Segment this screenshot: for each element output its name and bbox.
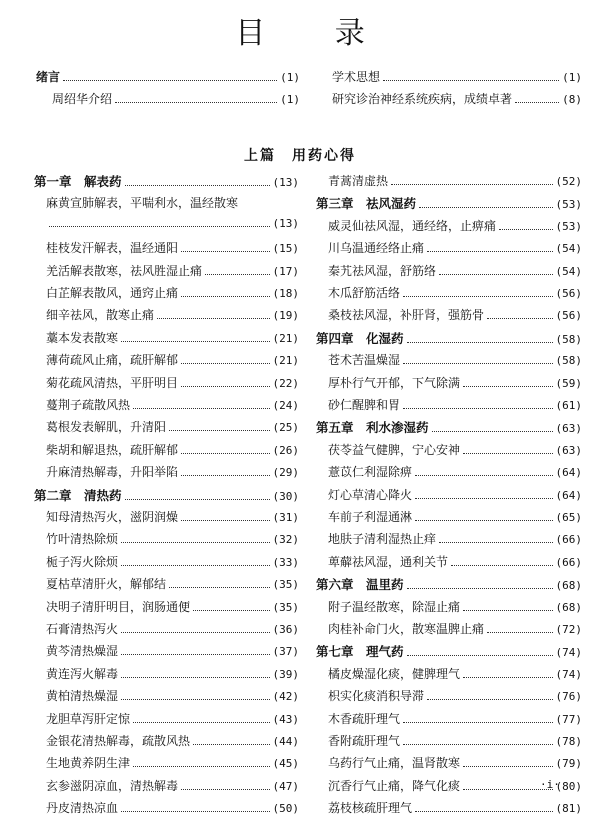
toc-entry[interactable] [46, 553, 299, 575]
toc-entry-title: 金银花清热解毒，疏散风热 [46, 734, 191, 748]
page-title: 目 录 [235, 16, 395, 51]
dot-leader [121, 802, 269, 812]
toc-entry-title: 黄柏清热燥湿 [46, 689, 119, 704]
toc-entry-page: (63) [555, 422, 582, 436]
toc-entry[interactable] [328, 217, 582, 239]
toc-entry[interactable] [328, 799, 582, 821]
toc-entry[interactable] [46, 710, 299, 732]
toc-entry[interactable] [328, 374, 582, 396]
dot-leader [391, 175, 552, 185]
toc-chapter-entry[interactable] [316, 575, 582, 597]
toc-entry-title: 肉桂补命门火，散寒温脾止痛 [328, 622, 485, 636]
dot-leader [403, 399, 552, 409]
toc-chapter-entry[interactable] [316, 418, 582, 440]
toc-entry[interactable] [46, 687, 299, 709]
dot-leader [121, 332, 269, 342]
page-number: ·i· [540, 778, 560, 791]
toc-entry-page: (13) [272, 216, 299, 230]
toc-entry-page: (56) [555, 309, 582, 323]
dot-leader [415, 466, 552, 476]
toc-entry-page: (58) [555, 332, 582, 346]
toc-entry[interactable] [36, 68, 300, 90]
toc-entry-title: 枳实化痰消积导滞 [328, 689, 425, 704]
toc-entry-title: 蔓荆子疏散风热 [46, 398, 131, 412]
toc-entry-title: 桂枝发汗解表，温经通阳 [46, 241, 179, 256]
toc-entry[interactable] [46, 351, 299, 373]
toc-entry-title: 决明子清肝明目，润肠通便 [46, 599, 191, 614]
toc-entry-title: 生地黄养阴生津 [46, 756, 131, 771]
dot-leader [463, 444, 552, 454]
toc-entry-page: (65) [555, 511, 582, 524]
dot-leader [133, 399, 269, 409]
toc-entry-page: (66) [555, 555, 582, 569]
dot-leader [193, 601, 269, 611]
toc-entry-page: (52) [555, 175, 582, 188]
toc-entry-title: 荔枝核疏肝理气 [328, 801, 413, 816]
toc-entry[interactable] [46, 239, 299, 261]
dot-leader [463, 377, 552, 387]
toc-entry-page: (63) [555, 443, 582, 457]
toc-entry-title: 夏枯草清肝火，解郁结 [46, 577, 167, 592]
toc-entry-page: (22) [272, 376, 299, 390]
dot-leader [403, 735, 552, 745]
toc-entry-page: (54) [555, 264, 582, 278]
toc-entry[interactable] [328, 262, 582, 284]
dot-leader [487, 623, 552, 633]
dot-leader [181, 354, 269, 364]
toc-entry-page: (78) [555, 735, 582, 748]
toc-entry-page: (1) [562, 71, 582, 84]
dot-leader [415, 511, 552, 521]
toc-entry[interactable] [328, 172, 582, 194]
toc-entry-title: 沉香行气止痛，降气化痰 [328, 778, 461, 793]
dot-leader [125, 490, 270, 500]
toc-chapter-entry[interactable] [316, 194, 582, 216]
toc-entry[interactable] [328, 687, 582, 709]
toc-chapter-entry[interactable] [34, 486, 299, 508]
toc-entry-title: 玄参滋阴凉血，清热解毒 [46, 778, 179, 793]
dot-leader [125, 176, 270, 186]
toc-entry-page: (74) [555, 667, 582, 681]
toc-entry-title: 茯苓益气健脾，宁心安神 [328, 442, 461, 457]
dot-leader [133, 713, 269, 723]
dot-leader [63, 71, 277, 81]
dot-leader [463, 757, 552, 767]
toc-entry-title: 橘皮燥湿化痰，健脾理气 [328, 666, 461, 681]
toc-entry-title: 学术思想 [332, 70, 381, 84]
toc-entry-page: (15) [272, 242, 299, 256]
toc-entry[interactable] [46, 329, 299, 351]
toc-entry-title: 知母清热泻火，滋阴润燥 [46, 510, 179, 524]
toc-chapter-entry[interactable] [316, 329, 582, 351]
toc-entry-page: (42) [272, 690, 299, 704]
toc-entry[interactable] [328, 530, 582, 552]
dot-leader [383, 71, 559, 81]
toc-entry-title: 第六章 温里药 [316, 577, 404, 593]
dot-leader [181, 511, 269, 521]
toc-entry-title: 栀子泻火除烦 [46, 554, 119, 569]
toc-entry-page: (66) [555, 533, 582, 547]
toc-entry-page: (47) [272, 779, 299, 793]
toc-entry-page: (45) [272, 757, 299, 771]
toc-entry[interactable] [328, 441, 582, 463]
toc-entry-page: (72) [555, 623, 582, 636]
dot-leader [121, 556, 269, 566]
toc-entry[interactable] [46, 217, 299, 239]
toc-entry-page: (76) [555, 690, 582, 704]
toc-entry-title: 第二章 清热药 [34, 487, 122, 503]
dot-leader [432, 422, 553, 432]
dot-leader [115, 93, 277, 103]
toc-entry[interactable] [46, 284, 299, 306]
toc-entry-page: (68) [555, 600, 582, 614]
toc-entry-page: (44) [272, 735, 299, 748]
toc-entry[interactable] [328, 710, 582, 732]
toc-entry-page: (74) [555, 646, 582, 660]
toc-entry-page: (8) [562, 93, 582, 106]
toc-entry-title: 研究诊治神经系统疾病，成绩卓著 [332, 92, 513, 106]
toc-entry-page: (79) [555, 757, 582, 771]
toc-entry[interactable] [46, 575, 299, 597]
toc-entry[interactable] [328, 665, 582, 687]
dot-leader [181, 242, 269, 252]
dot-leader [157, 309, 269, 319]
toc-entry-page: (80) [555, 779, 582, 793]
dot-leader [515, 93, 559, 103]
dot-leader [49, 217, 270, 227]
toc-entry[interactable] [46, 642, 299, 664]
toc-entry-title: 葛根发表解肌，升清阳 [46, 420, 167, 435]
toc-entry-title: 威灵仙祛风湿，通经络，止痹痛 [328, 218, 497, 233]
toc-entry-page: (29) [272, 466, 299, 480]
toc-entry-page: (54) [555, 242, 582, 256]
toc-entry[interactable] [328, 553, 582, 575]
dot-leader [403, 287, 552, 297]
toc-entry-title: 柴胡和解退热，疏肝解郁 [46, 442, 179, 457]
toc-entry-page: (18) [272, 287, 299, 300]
toc-entry-title: 麻黄宣肺解表，平喘利水，温经散寒 [46, 196, 239, 211]
toc-entry-title: 苍术苦温燥湿 [328, 353, 401, 368]
toc-entry[interactable] [52, 90, 300, 112]
toc-entry-page: (39) [272, 667, 299, 681]
toc-entry-title: 秦艽祛风湿，舒筋络 [328, 263, 437, 278]
toc-entry[interactable] [46, 799, 299, 821]
toc-entry[interactable] [46, 418, 299, 440]
dot-leader [181, 377, 269, 387]
toc-entry[interactable] [46, 598, 299, 620]
toc-entry-title: 石膏清热泻火 [46, 622, 119, 636]
section-title: 上篇 用药心得 [244, 148, 356, 164]
toc-entry-title: 竹叶清热除烦 [46, 532, 119, 547]
toc-entry-title: 薏苡仁利湿除痹 [328, 465, 413, 480]
toc-entry-page: (19) [272, 309, 299, 323]
toc-entry-title: 白芷解表散风，通窍止痛 [46, 286, 179, 300]
toc-entry-title: 黄芩清热燥湿 [46, 644, 119, 659]
toc-entry-page: (33) [272, 555, 299, 569]
toc-entry-title: 萆薢祛风湿，通利关节 [328, 554, 449, 569]
toc-entry[interactable] [328, 598, 582, 620]
toc-entry-title: 周绍华介绍 [52, 92, 113, 106]
toc-entry-title: 黄连泻火解毒 [46, 666, 119, 681]
toc-entry-title: 灯心草清心降火 [328, 487, 413, 502]
toc-entry[interactable] [46, 463, 299, 485]
toc-entry-page: (13) [272, 176, 299, 189]
toc-entry[interactable] [46, 441, 299, 463]
toc-chapter-entry[interactable] [316, 642, 582, 664]
dot-leader [169, 421, 269, 431]
toc-entry[interactable] [328, 396, 582, 418]
dot-leader [407, 646, 553, 656]
toc-entry-page: (17) [272, 264, 299, 278]
dot-leader [407, 579, 553, 589]
dot-leader [121, 533, 269, 543]
toc-entry-title: 菊花疏风清热，平肝明目 [46, 375, 179, 390]
toc-entry-title: 升麻清热解毒，升阳举陷 [46, 465, 179, 480]
dot-leader [169, 578, 269, 588]
toc-entry[interactable] [46, 777, 299, 799]
toc-entry-page: (68) [555, 579, 582, 593]
toc-entry-title: 香附疏肝理气 [328, 734, 401, 748]
dot-leader [121, 668, 269, 678]
toc-entry[interactable] [46, 620, 299, 642]
toc-entry-page: (53) [555, 219, 582, 233]
toc-entry-title: 木瓜舒筋活络 [328, 286, 401, 300]
toc-entry-page: (36) [272, 623, 299, 636]
toc-entry-title: 附子温经散寒，除湿止痛 [328, 599, 461, 614]
toc-entry-page: (35) [272, 600, 299, 614]
toc-entry-page: (56) [555, 287, 582, 300]
toc-entry[interactable] [328, 732, 582, 754]
toc-entry-title: 藁本发表散寒 [46, 330, 119, 345]
toc-entry-title: 薄荷疏风止痛，疏肝解郁 [46, 353, 179, 368]
toc-entry-page: (21) [272, 354, 299, 368]
dot-leader [499, 220, 552, 230]
toc-entry[interactable] [332, 68, 582, 90]
toc-entry[interactable] [46, 194, 299, 216]
toc-entry-page: (30) [272, 489, 299, 503]
dot-leader [427, 690, 552, 700]
toc-entry-page: (37) [272, 645, 299, 659]
toc-entry[interactable] [328, 620, 582, 642]
toc-entry-page: (26) [272, 443, 299, 457]
toc-entry-page: (32) [272, 533, 299, 547]
toc-entry-title: 龙胆草泻肝定惊 [46, 711, 131, 726]
toc-entry-page: (58) [555, 354, 582, 368]
toc-entry-page: (21) [272, 331, 299, 345]
toc-entry[interactable] [328, 463, 582, 485]
toc-entry-title: 木香疏肝理气 [328, 711, 401, 726]
dot-leader [193, 735, 269, 745]
toc-entry-page: (61) [555, 399, 582, 412]
dot-leader [487, 309, 552, 319]
toc-entry[interactable] [46, 530, 299, 552]
toc-entry-page: (77) [555, 712, 582, 726]
toc-entry-page: (64) [555, 488, 582, 502]
toc-entry[interactable] [328, 351, 582, 373]
toc-entry[interactable] [328, 754, 582, 776]
toc-entry[interactable] [332, 90, 582, 112]
dot-leader [427, 242, 552, 252]
toc-entry[interactable] [328, 486, 582, 508]
toc-entry-page: (43) [272, 712, 299, 726]
toc-entry-title: 第三章 祛风湿药 [316, 196, 417, 212]
toc-entry-page: (35) [272, 578, 299, 592]
dot-leader [121, 645, 269, 655]
toc-entry[interactable] [328, 508, 582, 530]
dot-leader [403, 354, 552, 364]
toc-entry[interactable] [46, 396, 299, 418]
dot-leader [133, 757, 269, 767]
toc-entry-title: 绪言 [36, 70, 61, 84]
toc-entry[interactable] [328, 306, 582, 328]
toc-entry-page: (1) [280, 71, 300, 84]
toc-entry-page: (25) [272, 421, 299, 435]
dot-leader [181, 287, 269, 297]
dot-leader [439, 265, 552, 275]
dot-leader [439, 533, 552, 543]
toc-entry-title: 乌药行气止痛，温肾散寒 [328, 756, 461, 771]
toc-entry-title: 车前子利湿通淋 [328, 510, 413, 524]
toc-entry[interactable] [328, 239, 582, 261]
dot-leader [121, 623, 269, 633]
toc-entry-title: 第一章 解表药 [34, 174, 122, 189]
dot-leader [181, 444, 269, 454]
toc-entry-page: (59) [555, 376, 582, 390]
toc-entry[interactable] [46, 665, 299, 687]
toc-entry-title: 丹皮清热凉血 [46, 801, 119, 816]
toc-entry-title: 羌活解表散寒，祛风胜湿止痛 [46, 263, 203, 278]
dot-leader [415, 802, 552, 812]
toc-entry[interactable] [46, 508, 299, 530]
toc-entry-page: (1) [280, 93, 300, 106]
toc-entry[interactable] [46, 306, 299, 328]
toc-entry-title: 第五章 利水渗湿药 [316, 420, 429, 436]
dot-leader [403, 713, 552, 723]
toc-chapter-entry[interactable] [34, 172, 299, 194]
toc-entry[interactable] [46, 262, 299, 284]
dot-leader [463, 668, 552, 678]
toc-entry[interactable] [46, 754, 299, 776]
toc-entry-page: (53) [555, 198, 582, 212]
toc-entry-title: 细辛祛风，散寒止痛 [46, 308, 155, 323]
dot-leader [181, 780, 269, 790]
toc-entry-page: (50) [272, 802, 299, 816]
toc-entry-title: 第七章 理气药 [316, 644, 404, 660]
dot-leader [463, 601, 552, 611]
dot-leader [415, 489, 552, 499]
dot-leader [419, 198, 552, 208]
toc-entry[interactable] [46, 732, 299, 754]
toc-entry-page: (24) [272, 399, 299, 412]
dot-leader [121, 690, 269, 700]
dot-leader [407, 333, 553, 343]
toc-entry-title: 桑枝祛风湿，补肝肾，强筋骨 [328, 308, 485, 323]
toc-entry-title: 厚朴行气开郁，下气除满 [328, 375, 461, 390]
toc-entry-page: (64) [555, 466, 582, 480]
toc-entry-page: (31) [272, 511, 299, 524]
toc-entry-title: 地肤子清利湿热止痒 [328, 532, 437, 547]
toc-entry[interactable] [46, 374, 299, 396]
dot-leader [181, 466, 269, 476]
toc-entry-title: 砂仁醒脾和胃 [328, 398, 401, 412]
toc-entry[interactable] [328, 284, 582, 306]
toc-entry-title: 青蒿清虚热 [328, 174, 389, 188]
dot-leader [205, 265, 269, 275]
toc-entry-title: 第四章 化湿药 [316, 330, 404, 346]
dot-leader [451, 556, 552, 566]
toc-entry-page: (81) [555, 802, 582, 816]
toc-entry-title: 川乌温通经络止痛 [328, 241, 425, 256]
